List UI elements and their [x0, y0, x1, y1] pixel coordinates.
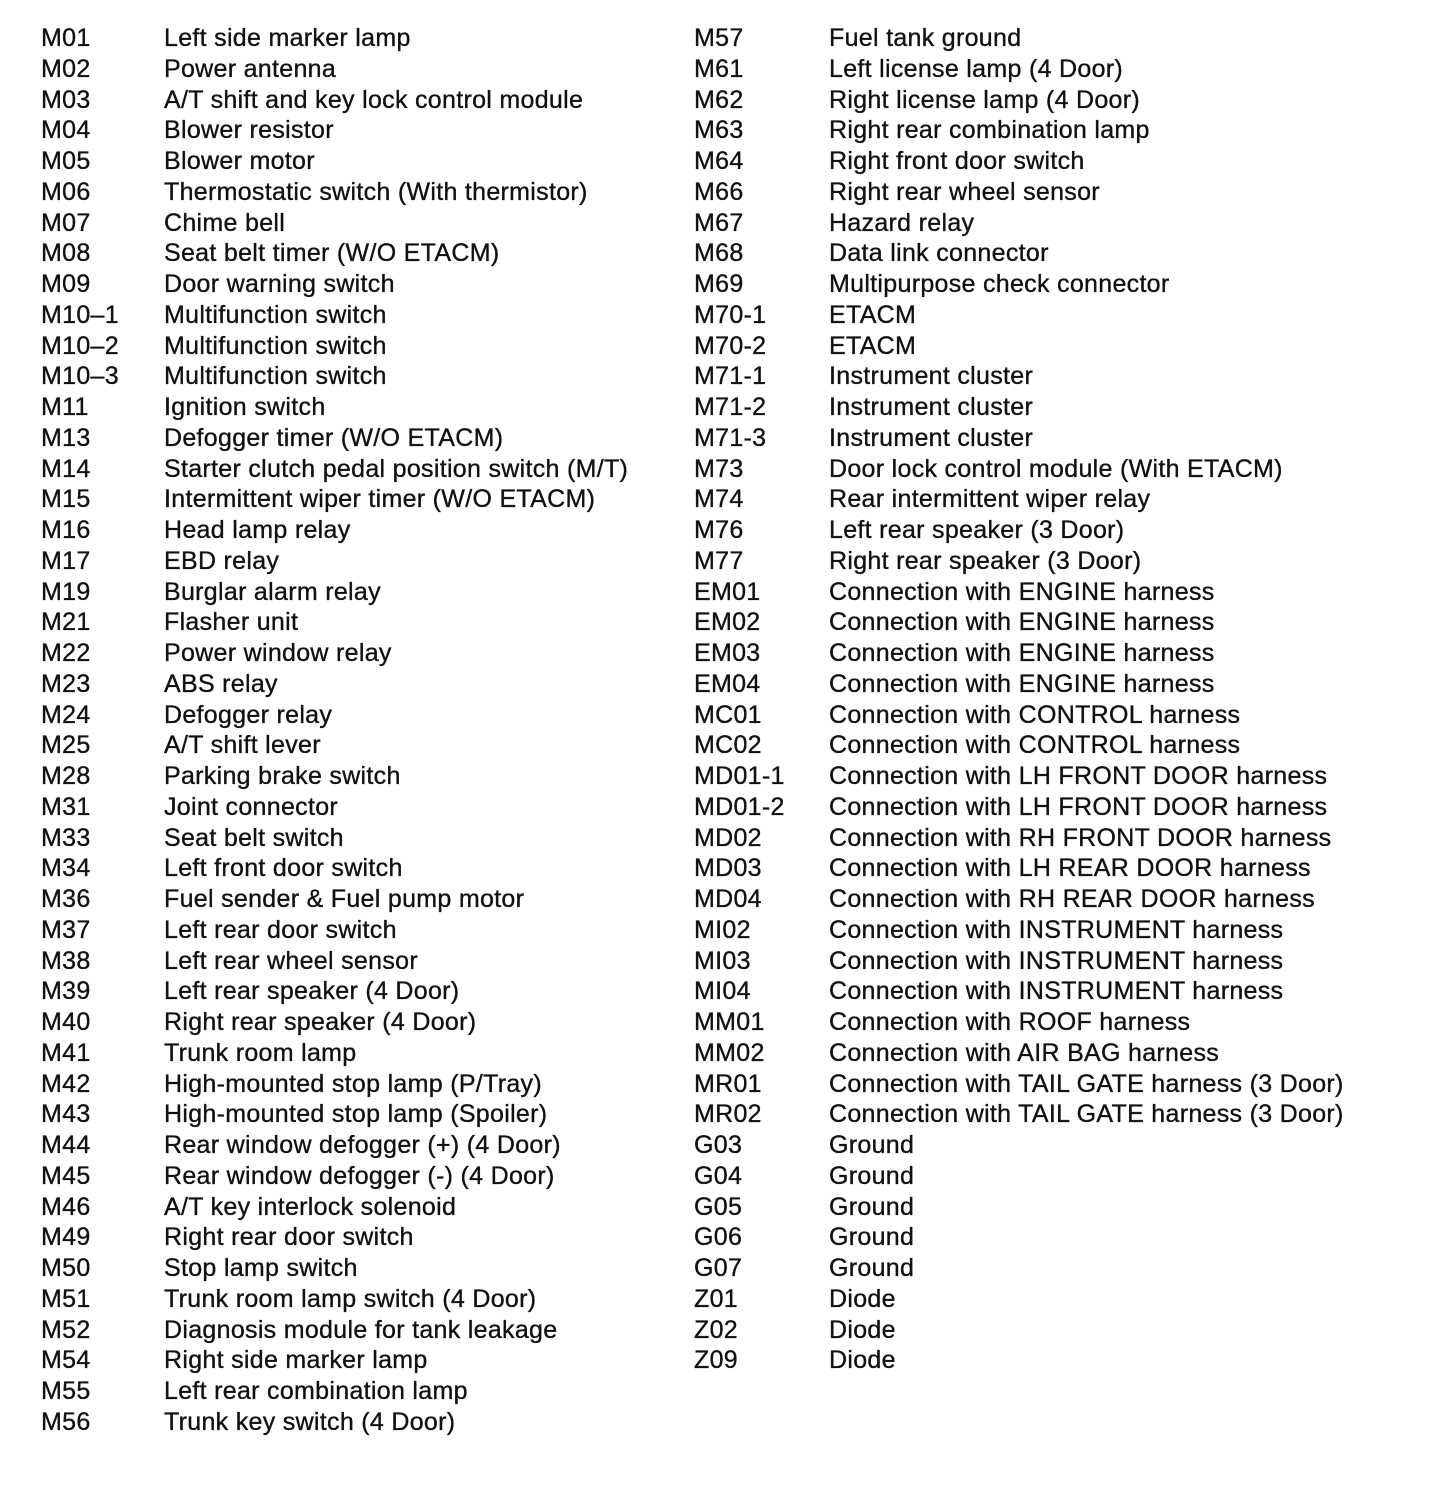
connector-description: Diode	[829, 1346, 896, 1375]
connector-description: Seat belt switch	[164, 823, 344, 852]
connector-code: M16	[41, 516, 91, 544]
connector-description: Hazard relay	[829, 208, 975, 237]
connector-row	[41, 669, 681, 700]
connector-row	[41, 208, 681, 239]
connector-row	[41, 1315, 681, 1346]
connector-description: Fuel tank ground	[829, 24, 1022, 52]
connector-description: Intermittent wiper timer (W/O ETACM)	[164, 485, 596, 514]
connector-description: Diode	[829, 1315, 896, 1344]
connector-description: Data link connector	[829, 239, 1049, 268]
connector-row	[41, 146, 681, 177]
connector-row	[41, 54, 681, 85]
connector-row	[41, 238, 681, 269]
connector-description: Right front door switch	[829, 147, 1085, 175]
connector-description: Blower motor	[164, 147, 315, 175]
connector-row	[694, 454, 1434, 485]
connector-code: MD01-1	[694, 762, 785, 790]
connector-code: MD02	[694, 823, 762, 852]
connector-description: Connection with RH REAR DOOR harness	[829, 885, 1315, 913]
connector-description: Connection with ENGINE harness	[829, 577, 1215, 606]
connector-row	[694, 823, 1434, 854]
connector-row	[694, 1007, 1434, 1038]
connector-description: Ground	[829, 1131, 915, 1159]
connector-description: Connection with ENGINE harness	[829, 669, 1215, 698]
connector-row	[41, 1038, 681, 1069]
connector-description: Defogger timer (W/O ETACM)	[164, 423, 504, 452]
connector-code: EM02	[694, 608, 761, 637]
connector-code: M70-2	[694, 331, 767, 360]
connector-code: EM04	[694, 669, 761, 698]
connector-code: M19	[41, 577, 91, 606]
connector-row	[41, 454, 681, 485]
connector-description: Connection with TAIL GATE harness (3 Door)	[829, 1100, 1344, 1129]
connector-row	[41, 546, 681, 577]
connector-description: Right side marker lamp	[164, 1346, 428, 1375]
connector-code: M23	[41, 669, 91, 698]
connector-description: Fuel sender & Fuel pump motor	[164, 885, 525, 913]
connector-description: Right rear door switch	[164, 1223, 414, 1252]
connector-row	[41, 300, 681, 331]
connector-description: Right rear combination lamp	[829, 116, 1150, 145]
connector-row	[694, 730, 1434, 761]
connector-code: G05	[694, 1192, 743, 1221]
connector-description: Connection with INSTRUMENT harness	[829, 977, 1284, 1006]
connector-code: M66	[694, 177, 744, 206]
connector-row	[41, 915, 681, 946]
connector-code: MI02	[694, 915, 751, 944]
connector-code: M56	[41, 1407, 91, 1436]
connector-code: G07	[694, 1254, 743, 1282]
connector-code: M13	[41, 423, 91, 452]
connector-row	[41, 1345, 681, 1376]
connector-row	[41, 1099, 681, 1130]
connector-row	[41, 1222, 681, 1253]
connector-code: MD04	[694, 885, 762, 913]
connector-code: M69	[694, 270, 744, 298]
connector-code: M40	[41, 1008, 91, 1036]
connector-row	[694, 1284, 1434, 1315]
connector-description: Chime bell	[164, 208, 286, 237]
connector-row	[694, 177, 1434, 208]
connector-code: G03	[694, 1131, 743, 1159]
connector-description: Power window relay	[164, 639, 392, 667]
connector-code: M34	[41, 854, 91, 883]
connector-description: Connection with LH FRONT DOOR harness	[829, 792, 1328, 821]
connector-code: M21	[41, 608, 91, 637]
connector-code: M02	[41, 54, 91, 83]
connector-code: M74	[694, 485, 744, 514]
connector-row	[41, 884, 681, 915]
connector-code: EM01	[694, 577, 761, 606]
connector-description: ETACM	[829, 331, 917, 360]
connector-row	[694, 54, 1434, 85]
connector-description: Left rear combination lamp	[164, 1377, 468, 1405]
connector-description: Starter clutch pedal position switch (M/T)	[164, 454, 629, 483]
connector-row	[41, 1192, 681, 1223]
connector-code: M45	[41, 1161, 91, 1190]
connector-code: M67	[694, 208, 744, 237]
connector-row	[41, 761, 681, 792]
connector-description: Multifunction switch	[164, 331, 387, 360]
connector-row	[41, 700, 681, 731]
connector-description: Trunk room lamp switch (4 Door)	[164, 1284, 537, 1313]
connector-row	[41, 853, 681, 884]
connector-code: M07	[41, 208, 91, 237]
connector-description: Joint connector	[164, 792, 339, 821]
connector-description: Seat belt timer (W/O ETACM)	[164, 239, 500, 268]
connector-row	[694, 115, 1434, 146]
connector-code: M39	[41, 977, 91, 1006]
connector-description: Right rear speaker (4 Door)	[164, 1008, 477, 1036]
connector-description: Connection with LH REAR DOOR harness	[829, 854, 1311, 883]
connector-row	[41, 331, 681, 362]
connector-description: Left rear speaker (3 Door)	[829, 516, 1125, 544]
connector-description: ETACM	[829, 300, 917, 329]
connector-description: Defogger relay	[164, 700, 333, 729]
connector-row	[694, 1099, 1434, 1130]
connector-description: Door lock control module (With ETACM)	[829, 454, 1283, 483]
connector-description: Trunk room lamp	[164, 1038, 357, 1067]
connector-row	[41, 392, 681, 423]
connector-code: M24	[41, 700, 91, 729]
connector-description: Rear intermittent wiper relay	[829, 485, 1151, 514]
connector-description: Left rear door switch	[164, 915, 397, 944]
connector-description: A/T shift lever	[164, 731, 321, 760]
connector-description: Multifunction switch	[164, 300, 387, 329]
connector-code: M71-3	[694, 423, 767, 452]
connector-code: MI03	[694, 946, 751, 975]
connector-description: Instrument cluster	[829, 393, 1034, 421]
connector-description: Trunk key switch (4 Door)	[164, 1407, 456, 1436]
connector-row	[694, 515, 1434, 546]
connector-row	[41, 1284, 681, 1315]
right-connector-column	[694, 23, 1434, 1376]
connector-row	[41, 638, 681, 669]
connector-description: High-mounted stop lamp (P/Tray)	[164, 1069, 542, 1098]
connector-description: Connection with AIR BAG harness	[829, 1038, 1220, 1067]
connector-description: Right rear wheel sensor	[829, 177, 1100, 206]
connector-description: Left rear wheel sensor	[164, 946, 418, 975]
connector-row	[694, 1253, 1434, 1284]
connector-code: M38	[41, 946, 91, 975]
connector-row	[694, 146, 1434, 177]
connector-row	[41, 23, 681, 54]
connector-code: M70-1	[694, 300, 767, 329]
connector-description: Instrument cluster	[829, 423, 1034, 452]
connector-code: EM03	[694, 639, 761, 667]
connector-row	[694, 85, 1434, 116]
connector-code: MC01	[694, 700, 762, 729]
connector-row	[41, 792, 681, 823]
connector-code: M10–3	[41, 362, 119, 391]
connector-code: M71-2	[694, 393, 767, 421]
connector-code: Z09	[694, 1346, 738, 1375]
connector-code: M41	[41, 1038, 91, 1067]
connector-code: M10–1	[41, 300, 119, 329]
connector-code: MR02	[694, 1100, 762, 1129]
connector-code: M06	[41, 177, 91, 206]
connector-code: M44	[41, 1131, 91, 1159]
left-connector-column	[41, 23, 681, 1438]
connector-code: MM01	[694, 1008, 765, 1036]
connector-description: Burglar alarm relay	[164, 577, 381, 606]
connector-description: EBD relay	[164, 546, 280, 575]
connector-description: ABS relay	[164, 669, 278, 698]
connector-code: M15	[41, 485, 91, 514]
connector-row	[694, 946, 1434, 977]
connector-code: MI04	[694, 977, 751, 1006]
connector-row	[41, 1161, 681, 1192]
connector-code: MC02	[694, 731, 762, 760]
connector-code: M77	[694, 546, 744, 575]
connector-row	[41, 484, 681, 515]
connector-row	[41, 607, 681, 638]
connector-code: M68	[694, 239, 744, 268]
connector-row	[41, 85, 681, 116]
connector-row	[694, 546, 1434, 577]
connector-code: M28	[41, 762, 91, 790]
connector-row	[41, 1407, 681, 1438]
connector-code: M14	[41, 454, 91, 483]
connector-code: M57	[694, 24, 744, 52]
connector-code: M09	[41, 270, 91, 298]
connector-row	[694, 853, 1434, 884]
connector-code: MM02	[694, 1038, 765, 1067]
connector-description: Door warning switch	[164, 270, 395, 298]
connector-description: Ground	[829, 1254, 915, 1282]
connector-row	[41, 269, 681, 300]
connector-code: M42	[41, 1069, 91, 1098]
connector-description: Ground	[829, 1192, 915, 1221]
connector-code: M62	[694, 85, 744, 114]
connector-code: G06	[694, 1223, 743, 1252]
connector-description: Ground	[829, 1223, 915, 1252]
connector-description: Connection with INSTRUMENT harness	[829, 946, 1284, 975]
connector-description: Flasher unit	[164, 608, 299, 637]
connector-row	[41, 730, 681, 761]
connector-row	[41, 1069, 681, 1100]
connector-description: Rear window defogger (-) (4 Door)	[164, 1161, 555, 1190]
connector-description: Connection with TAIL GATE harness (3 Door)	[829, 1069, 1344, 1098]
connector-row	[694, 976, 1434, 1007]
connector-description: Connection with ROOF harness	[829, 1008, 1191, 1036]
connector-row	[694, 423, 1434, 454]
connector-row	[694, 915, 1434, 946]
connector-row	[694, 884, 1434, 915]
connector-code: M51	[41, 1284, 91, 1313]
connector-description: Left license lamp (4 Door)	[829, 54, 1124, 83]
connector-code: M61	[694, 54, 744, 83]
connector-description: Blower resistor	[164, 116, 334, 145]
connector-description: Diagnosis module for tank leakage	[164, 1315, 558, 1344]
connector-code: M52	[41, 1315, 91, 1344]
connector-code: M22	[41, 639, 91, 667]
connector-row	[41, 577, 681, 608]
connector-description: Connection with CONTROL harness	[829, 700, 1241, 729]
connector-code: M36	[41, 885, 91, 913]
connector-description: Thermostatic switch (With thermistor)	[164, 177, 588, 206]
connector-row	[694, 238, 1434, 269]
connector-row	[694, 761, 1434, 792]
connector-description: Connection with RH FRONT DOOR harness	[829, 823, 1332, 852]
connector-code: M17	[41, 546, 91, 575]
connector-description: Connection with ENGINE harness	[829, 608, 1215, 637]
connector-code: M31	[41, 792, 91, 821]
connector-code: M03	[41, 85, 91, 114]
connector-code: M25	[41, 731, 91, 760]
connector-row	[41, 823, 681, 854]
connector-row	[41, 946, 681, 977]
connector-code: M05	[41, 147, 91, 175]
connector-code: M64	[694, 147, 744, 175]
connector-code: M63	[694, 116, 744, 145]
connector-code: MD03	[694, 854, 762, 883]
connector-row	[694, 792, 1434, 823]
connector-row	[41, 1376, 681, 1407]
connector-code: M08	[41, 239, 91, 268]
connector-description: Connection with CONTROL harness	[829, 731, 1241, 760]
connector-code: M43	[41, 1100, 91, 1129]
connector-row	[694, 23, 1434, 54]
connector-row	[694, 577, 1434, 608]
connector-row	[694, 269, 1434, 300]
connector-code: M46	[41, 1192, 91, 1221]
connector-description: Connection with LH FRONT DOOR harness	[829, 762, 1328, 790]
connector-description: A/T key interlock solenoid	[164, 1192, 457, 1221]
connector-code: M71-1	[694, 362, 767, 391]
connector-code: M04	[41, 116, 91, 145]
connector-row	[41, 1253, 681, 1284]
connector-row	[694, 607, 1434, 638]
connector-description: Head lamp relay	[164, 516, 351, 544]
connector-description: Multipurpose check connector	[829, 270, 1170, 298]
connector-row	[694, 208, 1434, 239]
connector-row	[41, 177, 681, 208]
connector-code: M33	[41, 823, 91, 852]
connector-row	[41, 361, 681, 392]
connector-row	[41, 1007, 681, 1038]
connector-description: A/T shift and key lock control module	[164, 85, 584, 114]
connector-code: M11	[41, 393, 89, 421]
connector-description: Multifunction switch	[164, 362, 387, 391]
connector-row	[41, 423, 681, 454]
connector-description: Connection with ENGINE harness	[829, 639, 1215, 667]
connector-description: Power antenna	[164, 54, 337, 83]
connector-row	[694, 638, 1434, 669]
connector-row	[41, 115, 681, 146]
connector-row	[694, 1222, 1434, 1253]
connector-code: M54	[41, 1346, 91, 1375]
connector-row	[41, 515, 681, 546]
connector-code: Z01	[694, 1284, 738, 1313]
connector-description: Stop lamp switch	[164, 1254, 358, 1282]
connector-row	[694, 1069, 1434, 1100]
connector-code: G04	[694, 1161, 743, 1190]
connector-code: MD01-2	[694, 792, 785, 821]
connector-description: High-mounted stop lamp (Spoiler)	[164, 1100, 548, 1129]
connector-row	[41, 1130, 681, 1161]
connector-row	[694, 361, 1434, 392]
connector-row	[41, 976, 681, 1007]
connector-code: M73	[694, 454, 744, 483]
connector-row	[694, 392, 1434, 423]
connector-code: M37	[41, 915, 91, 944]
connector-description: Left rear speaker (4 Door)	[164, 977, 460, 1006]
connector-code: M55	[41, 1377, 91, 1405]
connector-code: M76	[694, 516, 744, 544]
connector-row	[694, 1161, 1434, 1192]
connector-code: M01	[41, 24, 91, 52]
connector-row	[694, 1130, 1434, 1161]
connector-code: M49	[41, 1223, 91, 1252]
connector-description: Ignition switch	[164, 393, 326, 421]
connector-code: MR01	[694, 1069, 762, 1098]
connector-description: Right license lamp (4 Door)	[829, 85, 1140, 114]
connector-description: Left side marker lamp	[164, 24, 411, 52]
connector-code: Z02	[694, 1315, 738, 1344]
connector-code: M10–2	[41, 331, 119, 360]
connector-description: Diode	[829, 1284, 896, 1313]
connector-description: Ground	[829, 1161, 915, 1190]
connector-row	[694, 1192, 1434, 1223]
connector-description: Rear window defogger (+) (4 Door)	[164, 1131, 561, 1159]
connector-row	[694, 1345, 1434, 1376]
connector-description: Left front door switch	[164, 854, 403, 883]
connector-row	[694, 1038, 1434, 1069]
connector-row	[694, 669, 1434, 700]
connector-row	[694, 300, 1434, 331]
connector-row	[694, 331, 1434, 362]
connector-row	[694, 484, 1434, 515]
connector-description: Right rear speaker (3 Door)	[829, 546, 1142, 575]
connector-code: M50	[41, 1254, 91, 1282]
connector-row	[694, 700, 1434, 731]
connector-description: Parking brake switch	[164, 762, 401, 790]
connector-row	[694, 1315, 1434, 1346]
connector-description: Instrument cluster	[829, 362, 1034, 391]
connector-description: Connection with INSTRUMENT harness	[829, 915, 1284, 944]
